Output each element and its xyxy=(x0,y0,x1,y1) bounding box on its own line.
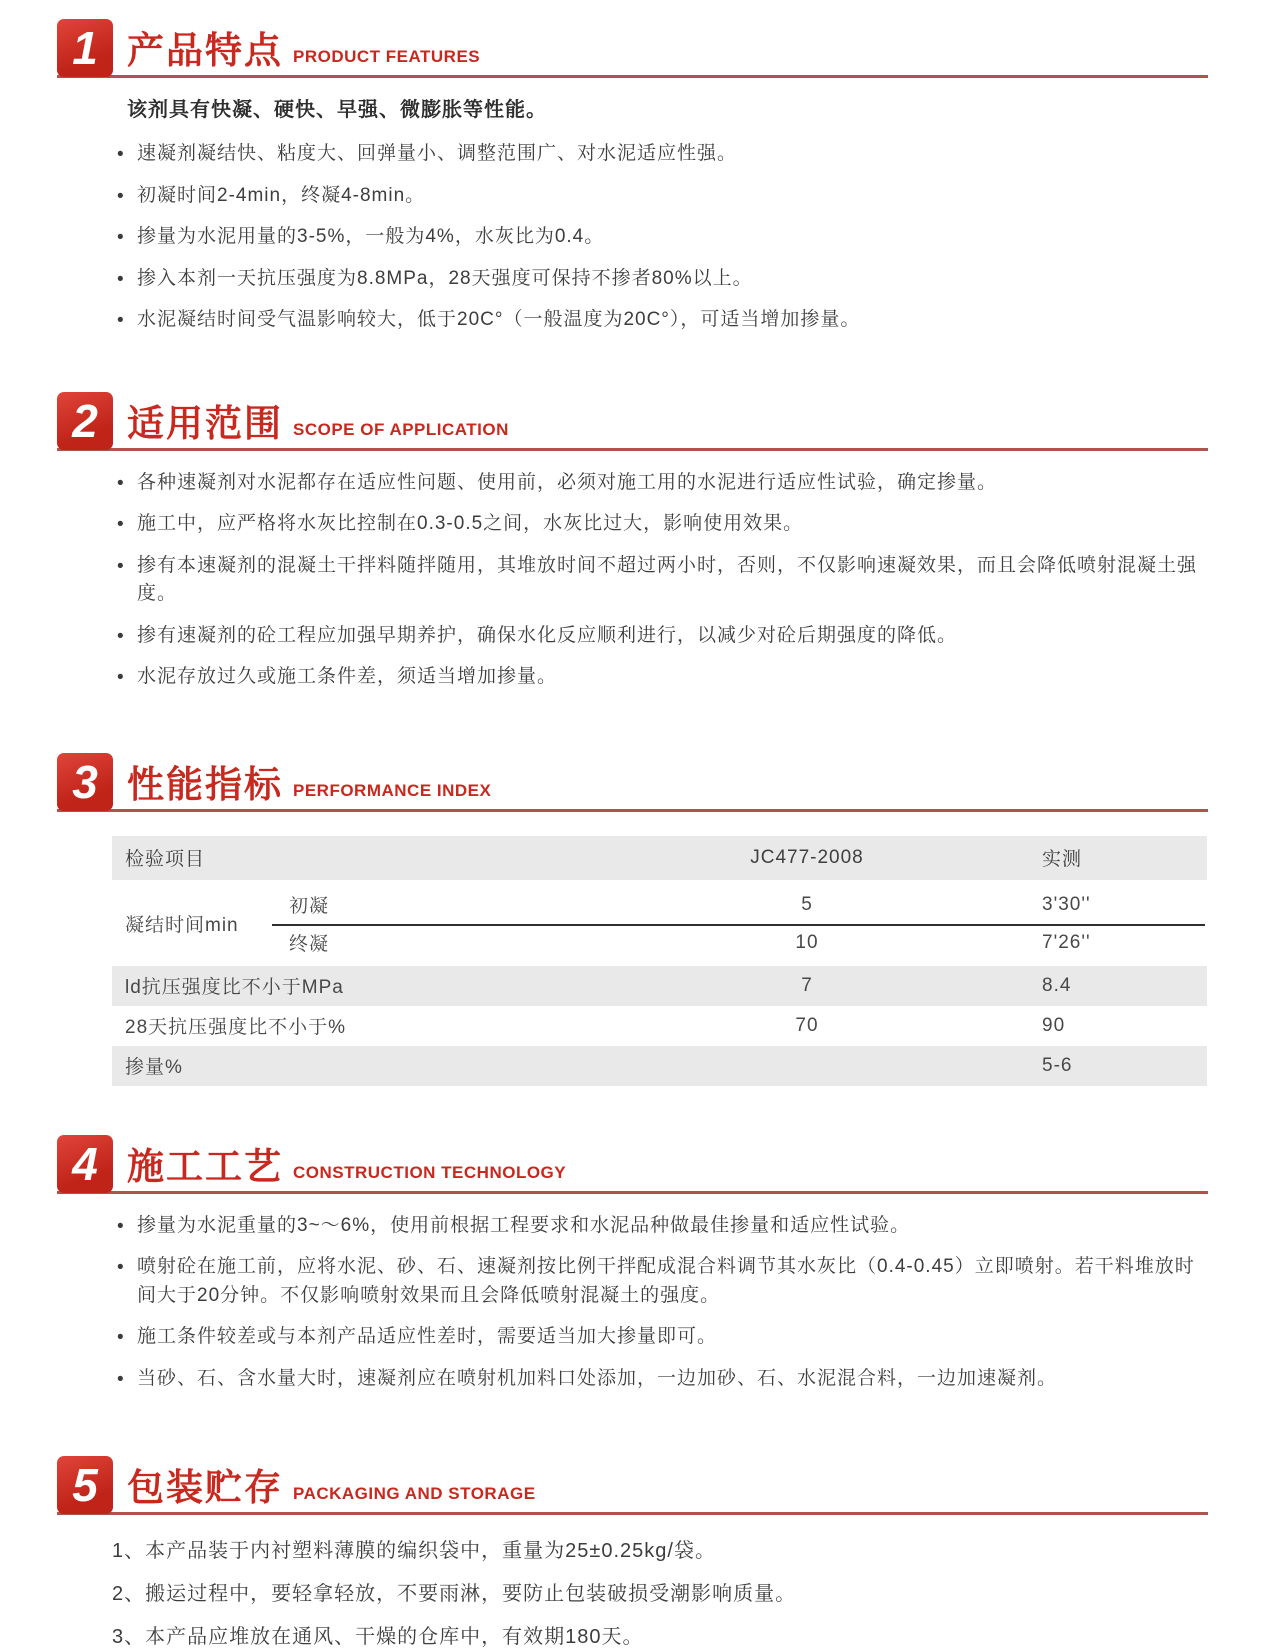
setting-time-final-measured: 7'26'' xyxy=(1042,931,1091,953)
section-title-en: PERFORMANCE INDEX xyxy=(293,780,492,800)
col-header-measured: 实测 xyxy=(1042,849,1083,870)
row-measured: 90 xyxy=(1042,1014,1066,1036)
section-title-cn: 产品特点 xyxy=(127,30,283,72)
bullet-item: • 施工中，应严格将水灰比控制在0.3-0.5之间，水灰比过大，影响使用效果。 xyxy=(117,510,1208,539)
numbered-item: 2、搬运过程中，要轻拿轻放，不要雨淋，要防止包装破损受潮影响质量。 xyxy=(112,1583,797,1605)
bullet-item: • 掺量为水泥重量的3~～6%，使用前根据工程要求和水泥品种做最佳掺量和适应性试验。 xyxy=(117,1212,1208,1241)
bullet-item: • 喷射砼在施工前，应将水泥、砂、石、速凝剂按比例干拌配成混合料调节其水灰比（0.4-0.45）立即喷射。若干料堆放时间大于20分钟。不仅影响喷射效果而且会降低喷射混凝土的强度。 xyxy=(117,1253,1208,1310)
bullet-list xyxy=(117,1212,1208,1394)
bullet-item: • 速凝剂凝结快、粘度大、回弹量小、调整范围广、对水泥适应性强。 xyxy=(117,140,1208,169)
bullet-item: • 各种速凝剂对水泥都存在适应性问题、使用前，必须对施工用的水泥进行适应性试验，确定掺量。 xyxy=(117,469,1208,498)
section-title-en: PRODUCT FEATURES xyxy=(293,47,481,66)
section-number-badge: 5 xyxy=(57,1456,113,1514)
row-measured: 5-6 xyxy=(1042,1054,1073,1076)
section-title-cn: 包装贮存 xyxy=(127,1467,283,1509)
setting-time-final-name: 终凝 xyxy=(289,934,330,955)
table-divider-line xyxy=(272,924,1205,926)
bullet-item: • 掺有速凝剂的砼工程应加强早期养护，确保水化反应顺利进行，以减少对砼后期强度的降低。 xyxy=(117,622,1208,651)
row-standard: 7 xyxy=(801,974,813,996)
bullet-item: • 初凝时间2-4min，终凝4-8min。 xyxy=(117,182,1208,211)
section-header xyxy=(57,1136,1208,1194)
section-product-features xyxy=(57,20,1208,335)
row-label: ld抗压强度比不小于MPa xyxy=(125,977,344,998)
setting-time-initial-standard: 5 xyxy=(801,893,813,915)
table-row-setting-time xyxy=(112,886,1207,962)
section-packaging-and-storage xyxy=(57,1457,1208,1652)
table-row xyxy=(112,1046,1207,1086)
table-row xyxy=(112,1006,1207,1046)
section-header xyxy=(57,1457,1208,1515)
section-header xyxy=(57,393,1208,451)
section-title-cn: 适用范围 xyxy=(127,402,283,444)
numbered-item: 3、本产品应堆放在通风、干燥的仓库中，有效期180天。 xyxy=(112,1626,644,1648)
section-title-cn: 性能指标 xyxy=(127,763,283,805)
bullet-item: • 掺入本剂一天抗压强度为8.8MPa，28天强度可保持不掺者80%以上。 xyxy=(117,265,1208,294)
section-header xyxy=(57,20,1208,78)
setting-time-initial-measured: 3'30'' xyxy=(1042,893,1091,915)
numbered-item: 1、本产品装于内衬塑料薄膜的编织袋中，重量为25±0.25kg/袋。 xyxy=(112,1540,716,1562)
section-number-badge: 2 xyxy=(57,392,113,450)
row-label: 28天抗压强度比不小于% xyxy=(125,1017,347,1038)
section-number-badge: 4 xyxy=(57,1135,113,1193)
setting-time-final-standard: 10 xyxy=(795,931,819,953)
bullet-item: • 水泥凝结时间受气温影响较大，低于20C°（一般温度为20C°），可适当增加掺量。 xyxy=(117,306,1208,335)
section-title-en: CONSTRUCTION TECHNOLOGY xyxy=(293,1162,567,1182)
section-scope-of-application xyxy=(57,393,1208,692)
setting-time-initial-name: 初凝 xyxy=(289,896,330,917)
section-title-en: PACKAGING AND STORAGE xyxy=(293,1484,536,1503)
bullet-item: • 掺有本速凝剂的混凝土干拌料随拌随用，其堆放时间不超过两小时，否则，不仅影响速凝效果，而且会降低喷射混凝土强度。 xyxy=(117,552,1208,609)
row-label: 掺量% xyxy=(125,1057,183,1078)
col-header-item: 检验项目 xyxy=(125,849,206,870)
bullet-item: • 水泥存放过久或施工条件差，须适当增加掺量。 xyxy=(117,663,1208,692)
numbered-list xyxy=(112,1537,1208,1652)
row-standard: 70 xyxy=(795,1014,819,1036)
bullet-item: • 掺量为水泥用量的3-5%，一般为4%，水灰比为0.4。 xyxy=(117,223,1208,252)
setting-time-label: 凝结时间min xyxy=(125,915,239,936)
section-construction-technology xyxy=(57,1136,1208,1394)
table-header-row xyxy=(112,836,1207,880)
table-row xyxy=(112,966,1207,1006)
performance-table xyxy=(112,836,1207,1086)
section-performance-index xyxy=(57,754,1208,1086)
section-intro: 该剂具有快凝、硬快、早强、微膨胀等性能。 xyxy=(127,99,547,121)
bullet-list xyxy=(117,469,1208,692)
section-header xyxy=(57,754,1208,812)
bullet-item: • 当砂、石、含水量大时，速凝剂应在喷射机加料口处添加，一边加砂、石、水泥混合料，一边加速凝剂。 xyxy=(117,1365,1208,1394)
section-number-badge: 3 xyxy=(57,753,113,811)
row-measured: 8.4 xyxy=(1042,974,1072,996)
section-title-en: SCOPE OF APPLICATION xyxy=(293,419,509,439)
col-header-standard: JC477-2008 xyxy=(750,846,864,868)
section-title-cn: 施工工艺 xyxy=(127,1145,283,1187)
bullet-list xyxy=(117,140,1208,335)
bullet-item: • 施工条件较差或与本剂产品适应性差时，需要适当加大掺量即可。 xyxy=(117,1323,1208,1352)
section-number-badge: 1 xyxy=(57,19,113,77)
